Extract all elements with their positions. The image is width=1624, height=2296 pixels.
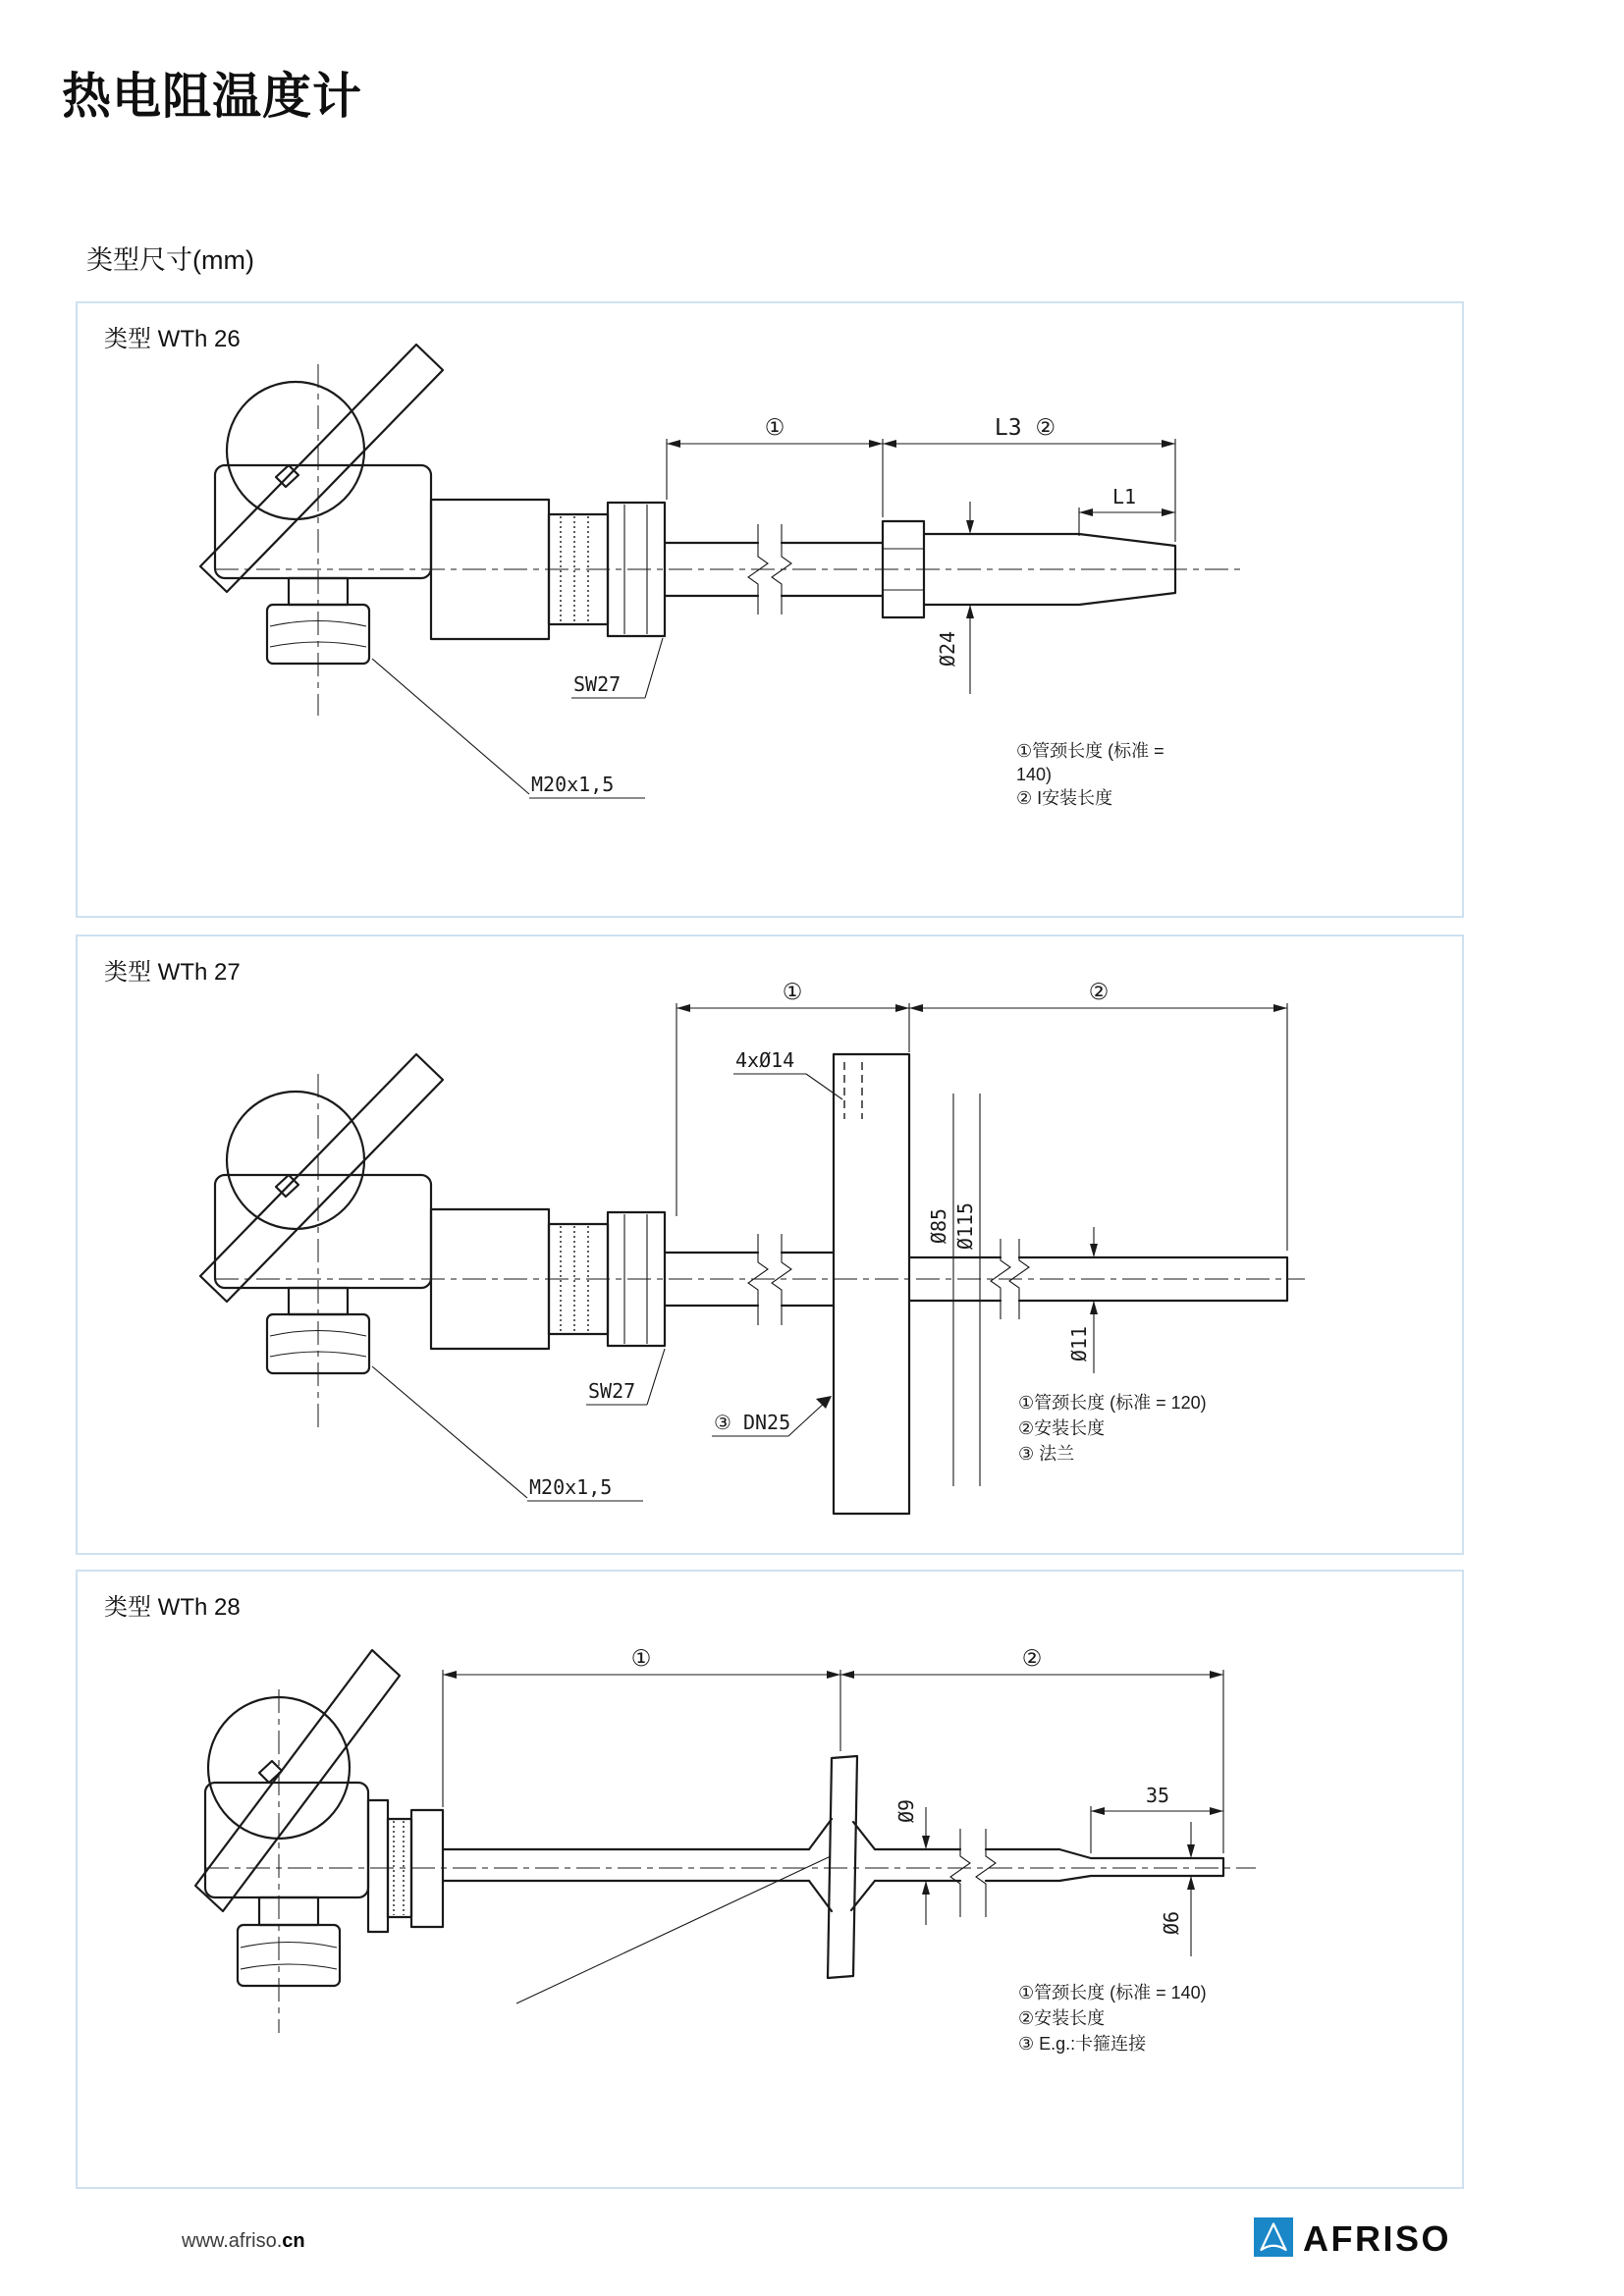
- flange: [834, 1054, 909, 1514]
- label-dia11: Ø11: [1067, 1325, 1091, 1362]
- label-dia9: Ø9: [894, 1798, 918, 1824]
- connection-head: [200, 1054, 665, 1373]
- dimensions-subtitle: 类型尺寸(mm): [86, 245, 254, 275]
- note-line: ③ E.g.:卡箍连接: [1018, 2034, 1147, 2054]
- footer-url-cn: cn: [282, 2230, 305, 2252]
- dia6-dimension: [1160, 1822, 1195, 1956]
- dim-l1-label: L1: [1111, 485, 1137, 508]
- label-m20: M20x1,5: [529, 1475, 613, 1499]
- note-line: ①管颈长度 (标准 = 120): [1018, 1393, 1207, 1413]
- dim-neck-length-label: ①: [782, 980, 803, 1005]
- dim-neck-length-label: ①: [764, 415, 785, 441]
- footer-website: [182, 2230, 305, 2253]
- note-line: ①管颈长度 (标准 = 140): [1018, 1983, 1207, 2002]
- wth26-notes: [1016, 739, 1291, 810]
- sw27-callout: [586, 1349, 665, 1405]
- label-35: 35: [1145, 1784, 1170, 1807]
- wth28-notes: [1018, 1980, 1313, 2056]
- page-title: 热电阻温度计: [62, 69, 362, 124]
- note-line: 140): [1016, 765, 1053, 784]
- flange-callout: [712, 1396, 832, 1436]
- flange-diameters: [927, 1094, 980, 1486]
- label-dia115: Ø115: [953, 1201, 977, 1251]
- note-line: ② I安装长度: [1016, 788, 1113, 808]
- footer-url-text: www.afriso.: [182, 2230, 283, 2252]
- dim-neck-length-label: ①: [630, 1646, 652, 1672]
- panel-title-wth26: 类型 WTh 26: [104, 326, 241, 352]
- label-m20: M20x1,5: [531, 773, 615, 796]
- wth26-drawing: [78, 303, 1462, 916]
- afriso-logo-icon: [1254, 2217, 1293, 2257]
- label-sw27: SW27: [588, 1379, 636, 1403]
- note-line: ①管颈长度 (标准 =: [1016, 741, 1164, 761]
- panel-wth26: [76, 301, 1464, 918]
- wth27-notes: [1018, 1390, 1313, 1467]
- bolt-holes-callout: [733, 1048, 842, 1099]
- panel-title-wth27: 类型 WTh 27: [104, 959, 241, 986]
- wth28-drawing: [78, 1572, 1462, 2187]
- label-dia6: Ø6: [1160, 1910, 1183, 1936]
- sw27-callout: [571, 638, 663, 698]
- dimension-lines: [677, 980, 1287, 1251]
- connection-head: [195, 1650, 443, 1986]
- dim-install-length-label: L3 ②: [994, 415, 1056, 441]
- label-sw27: SW27: [573, 672, 622, 696]
- dia24-dimension: [936, 502, 974, 694]
- note-line: ③ 法兰: [1018, 1444, 1075, 1464]
- label-dn25: ③ DN25: [714, 1411, 791, 1434]
- label-4xd14: 4xØ14: [735, 1048, 795, 1072]
- clamp-leader-line: [516, 1856, 831, 2003]
- dimension-lines: [443, 1646, 1223, 1853]
- panel-wth28: [76, 1570, 1464, 2189]
- note-line: ②安装长度: [1018, 2008, 1106, 2028]
- brand-name: AFRISO: [1303, 2218, 1452, 2259]
- note-line: ②安装长度: [1018, 1418, 1106, 1438]
- tip-length-dimension: [1091, 1784, 1223, 1853]
- panel-wth27: [76, 934, 1464, 1555]
- neck-tube: [443, 1849, 809, 1881]
- panel-title-wth28: 类型 WTh 28: [104, 1594, 241, 1621]
- label-dia24: Ø24: [936, 630, 959, 667]
- dim-install-length-label: ②: [1088, 980, 1110, 1005]
- dim-install-length-label: ②: [1021, 1646, 1043, 1672]
- label-dia85: Ø85: [927, 1207, 950, 1245]
- dia9-dimension: [894, 1799, 930, 1925]
- connection-head: [200, 345, 665, 664]
- dimension-lines: [667, 415, 1175, 542]
